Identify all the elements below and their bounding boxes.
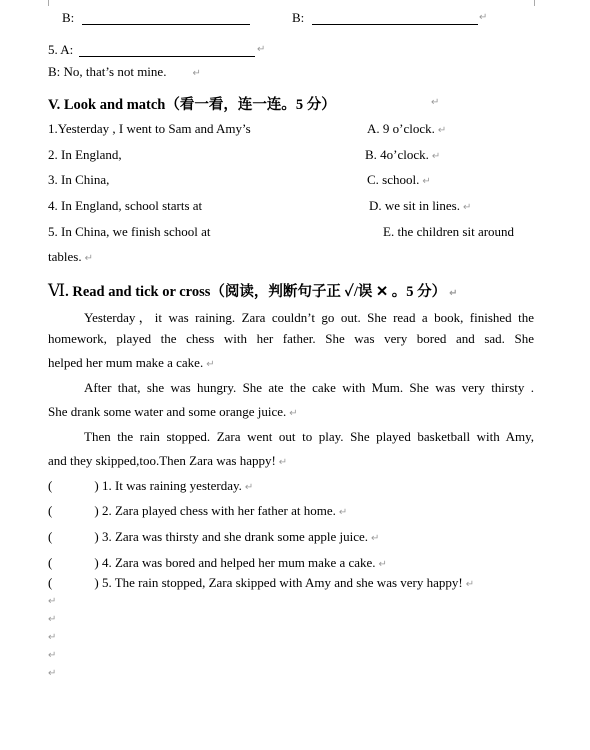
paragraph-mark-icon: ↵	[257, 44, 266, 55]
paragraph-mark-icon: ↵	[338, 507, 348, 518]
answer-blank[interactable]	[312, 24, 478, 25]
answer-blank[interactable]	[82, 24, 250, 25]
match-left-item: 2. In England,	[48, 147, 122, 162]
paragraph-mark-icon: ↵	[449, 288, 458, 299]
match-left-item: 4. In England, school starts at	[48, 198, 203, 213]
passage-line: Yesterday，it was raining. Zara couldn’t go out. She read a book, finished the	[84, 310, 534, 325]
paragraph-mark-icon: ↵	[84, 253, 93, 264]
answer-paren[interactable]: ( )	[48, 575, 99, 590]
page-corner-mark-right	[534, 0, 535, 6]
passage-line: After that, she was hungry. She ate the cake with Mum. She was very thirsty .	[84, 380, 534, 395]
match-right-item: B. 4o’clock. ↵	[365, 147, 441, 162]
section-heading: Ⅵ. Read and tick or cross（阅读，判断句子正 ✓/误 ✕ 。5 分） ↵	[48, 281, 458, 300]
page-corner-mark-left	[48, 0, 49, 6]
paragraph-mark-icon: ↵	[48, 650, 57, 661]
passage-line: Then the rain stopped. Zara went out to play. She played basketball with Amy,	[84, 429, 534, 444]
paragraph-mark-icon: ↵	[48, 614, 57, 625]
answer-paren[interactable]: ( )	[48, 503, 99, 518]
passage-line: homework, played the chess with her father. She was very bored and sad. She	[48, 331, 534, 346]
q-b-left-label: B:	[62, 10, 75, 25]
paragraph-mark-icon: ↵	[48, 596, 57, 607]
answer-paren[interactable]: ( )	[48, 529, 99, 544]
match-right-item: E. the children sit around	[383, 224, 515, 239]
passage-line: helped her mum make a cake. ↵	[48, 355, 215, 370]
paragraph-mark-icon: ↵	[48, 668, 57, 679]
paragraph-mark-icon: ↵	[422, 176, 431, 187]
match-left-item: 5. In China, we finish school at	[48, 224, 211, 239]
passage-line: and they skipped,too.Then Zara was happy! ↵	[48, 453, 288, 468]
tick-cross-item: ( ) 2. Zara played chess with her father at home. ↵	[48, 503, 348, 518]
paragraph-mark-icon: ↵	[244, 482, 254, 493]
match-left-continuation: tables. ↵	[48, 249, 93, 264]
paragraph-mark-icon: ↵	[378, 559, 387, 570]
match-right-item: D. we sit in lines. ↵	[369, 198, 472, 213]
tick-cross-item: ( ) 1. It was raining yesterday. ↵	[48, 478, 254, 493]
paragraph-mark-icon: ↵	[371, 533, 380, 544]
paragraph-mark-icon: ↵	[289, 408, 298, 419]
answer-paren[interactable]: ( )	[48, 555, 99, 570]
q5-b-text: B: No, that’s not mine. ↵	[48, 64, 201, 79]
paragraph-mark-icon: ↵	[463, 202, 472, 213]
q5-a-label: 5. A:	[48, 42, 74, 57]
paragraph-mark-icon: ↵	[192, 68, 201, 79]
match-right-item: C. school. ↵	[367, 172, 431, 187]
paragraph-mark-icon: ↵	[437, 125, 447, 136]
paragraph-mark-icon: ↵	[278, 457, 288, 468]
tick-cross-item: ( ) 5. The rain stopped, Zara skipped with Amy and she was very happy! ↵	[48, 575, 475, 590]
section-heading: V. Look and match（看一看，连一连。5 分）	[48, 97, 336, 113]
match-left-item: 1.Yesterday , I went to Sam and Amy’s	[48, 121, 251, 136]
passage-line: She drank some water and some orange juice. ↵	[48, 404, 298, 419]
paragraph-mark-icon: ↵	[431, 151, 441, 162]
match-left-item: 3. In China,	[48, 172, 110, 187]
paragraph-mark-icon: ↵	[48, 632, 57, 643]
q-b-right-label: B:	[292, 10, 305, 25]
paragraph-mark-icon: ↵	[431, 97, 440, 108]
paragraph-mark-icon: ↵	[479, 12, 488, 23]
tick-cross-item: ( ) 3. Zara was thirsty and she drank some apple juice. ↵	[48, 529, 380, 544]
paragraph-mark-icon: ↵	[206, 359, 215, 370]
tick-cross-item: ( ) 4. Zara was bored and helped her mum make a cake. ↵	[48, 555, 387, 570]
answer-blank[interactable]	[79, 56, 255, 57]
paragraph-mark-icon: ↵	[465, 579, 475, 590]
match-right-item: A. 9 o’clock. ↵	[367, 121, 447, 136]
answer-paren[interactable]: ( )	[48, 478, 99, 493]
